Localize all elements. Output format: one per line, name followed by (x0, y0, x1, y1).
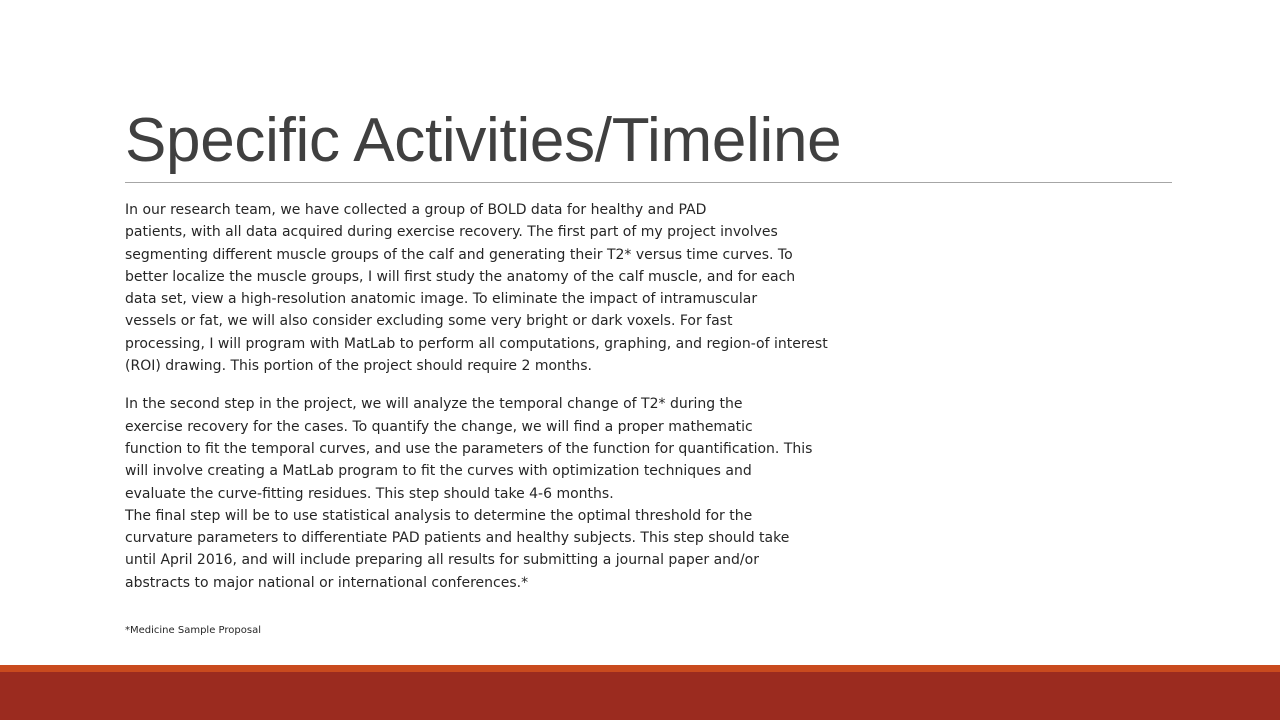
body-line: curvature parameters to differentiate PAD patients and healthy subjects. This step should take (125, 530, 790, 547)
body-line: patients, with all data acquired during exercise recovery. The first part of my project involves (125, 224, 778, 241)
title-divider (125, 182, 1172, 183)
body-line: function to fit the temporal curves, and use the parameters of the function for quantification. This (125, 440, 813, 457)
body-line: evaluate the curve-fitting residues. This step should take 4-6 months. (125, 485, 614, 502)
body-line: better localize the muscle groups, I will first study the anatomy of the calf muscle, and for each (125, 268, 796, 285)
source-footnote: *Medicine Sample Proposal (125, 625, 261, 636)
body-line: will involve creating a MatLab program to fit the curves with optimization techniques and (125, 463, 752, 480)
body-line: In the second step in the project, we will analyze the temporal change of T2* during the (125, 396, 743, 413)
paragraph-activities-steps2-3 (125, 393, 1025, 594)
body-line: exercise recovery for the cases. To quantify the change, we will find a proper mathematic (125, 418, 753, 435)
body-line: segmenting different muscle groups of the calf and generating their T2* versus time curves. To (125, 246, 793, 263)
footer-accent-stripe (0, 665, 1280, 672)
body-line: processing, I will program with MatLab to perform all computations, graphing, and region-of interest (125, 335, 828, 352)
body-line: In our research team, we have collected a group of BOLD data for healthy and PAD (125, 202, 707, 218)
body-line: vessels or fat, we will also consider excluding some very bright or dark voxels. For fast (125, 313, 733, 330)
body-line: The final step will be to use statistical analysis to determine the optimal threshold for the (125, 507, 753, 524)
body-line: until April 2016, and will include preparing all results for submitting a journal paper and/or (125, 552, 759, 569)
slide-body (125, 199, 1025, 594)
body-line: data set, view a high-resolution anatomic image. To eliminate the impact of intramuscular (125, 291, 758, 308)
footer-band (0, 672, 1280, 720)
body-line: (ROI) drawing. This portion of the project should require 2 months. (125, 358, 593, 375)
paragraph-spacer (125, 377, 1025, 393)
paragraph-activities-step1 (125, 199, 1025, 377)
slide-title: Specific Activities/Timeline (125, 106, 842, 175)
body-line: abstracts to major national or international conferences.* (125, 574, 529, 591)
